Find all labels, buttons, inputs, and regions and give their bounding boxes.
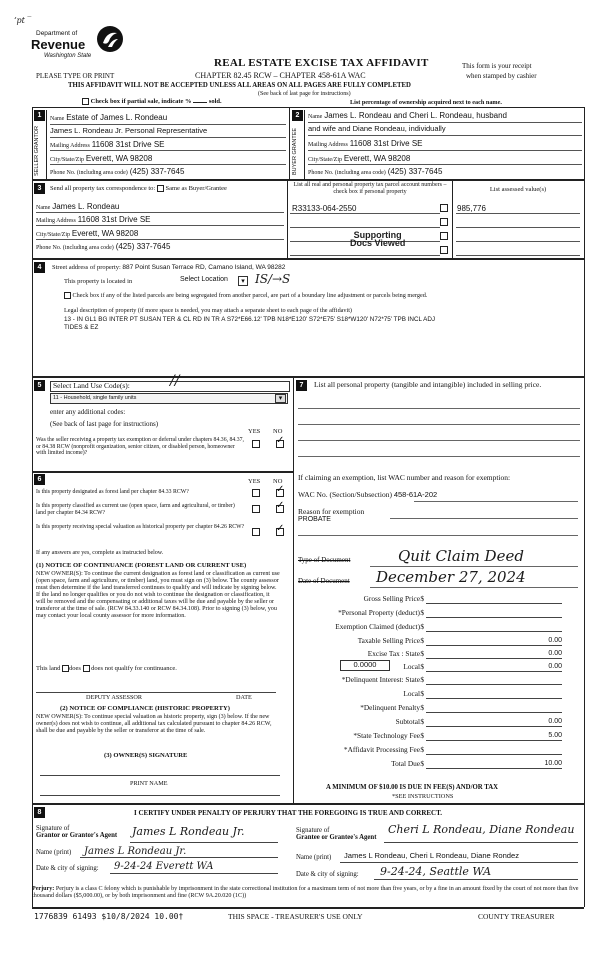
s5-no-header: NO (273, 428, 283, 435)
additional-codes: enter any additional codes: (50, 408, 126, 416)
buyer-phone-row (308, 167, 442, 177)
seller-mail-label: Mailing Address (50, 143, 90, 149)
land-use-chevron-icon[interactable]: ▾ (275, 394, 286, 403)
wac-row (298, 491, 437, 500)
s3-mail-label: Mailing Address (36, 218, 76, 224)
segregation-row (64, 292, 579, 299)
buyer-mail[interactable]: 11608 31st Drive SE (349, 139, 423, 148)
dept-line1: Department of (36, 30, 78, 37)
dollar-sign: $ (420, 675, 424, 684)
notice-compliance-title: (2) NOTICE OF COMPLIANCE (HISTORIC PROPERTY) (60, 705, 230, 712)
calc-value[interactable]: 0.00 (548, 637, 562, 644)
grantee-sig-label (296, 827, 376, 842)
corner-mark: ‘pt ‾ (14, 16, 32, 25)
s3-mail-row (36, 215, 151, 225)
see-instructions: *SEE INSTRUCTIONS (392, 793, 454, 800)
calc-label: Local (403, 689, 420, 698)
seller-city[interactable]: Everett, WA 98208 (85, 154, 153, 163)
calc-label: *State Technology Fee (353, 731, 420, 740)
seller-phone-row (50, 167, 184, 177)
grantor-sig-label1: Signature of (36, 825, 70, 832)
buyer-city-label: City/State/Zip (308, 157, 342, 163)
minimum-due-note: A MINIMUM OF $10.00 IS DUE IN FEE(S) AND/OR TAX (326, 784, 499, 791)
dept-logo-text: Revenue (31, 37, 86, 52)
does-checkbox[interactable] (62, 665, 69, 672)
grantee-sig-label1: Signature of (296, 827, 330, 834)
document-date[interactable]: December 27, 2024 (376, 568, 526, 586)
grantee-date-label: Date & city of signing: (296, 871, 359, 878)
land-use-handwritten: // (170, 373, 180, 389)
does-label: does (69, 665, 81, 672)
grantor-date-label: Date & city of signing: (36, 865, 99, 872)
dollar-sign: $ (420, 745, 424, 754)
calc-label: *Personal Property (deduct) (338, 608, 420, 617)
county-treasurer: COUNTY TREASURER (478, 912, 555, 921)
dollar-sign: $ (420, 731, 424, 740)
buyer-mail-row (308, 139, 423, 149)
seller-name[interactable]: Estate of James L. Rondeau (66, 113, 168, 122)
location-select-value: Select Location (180, 276, 228, 283)
send-label: Send all property tax correspondence to: (50, 185, 156, 192)
legal-description-2[interactable]: TIDES & EZ (64, 324, 99, 331)
q2-yes-checkbox[interactable] (252, 505, 260, 513)
buyer-side-label: BUYER GRANTEE (292, 127, 298, 175)
street-label: Street address of property: (52, 264, 121, 271)
buyer-phone-label: Phone No. (including area code) (308, 170, 386, 176)
s6-question-3: Is this property receiving special valuation as historical property per chapter 84.26 RCW? (36, 524, 245, 530)
buyer-name[interactable]: James L. Rondeau and Cheri L. Rondeau, husband (324, 111, 507, 120)
grantee-date-city[interactable]: 9-24-24, Seattle WA (380, 865, 492, 878)
s3-phone-label: Phone No. (including area code) (36, 245, 114, 251)
q3-yes-checkbox[interactable] (252, 528, 260, 536)
personal-property-checkbox-2[interactable] (440, 218, 448, 226)
s5-yes-header: YES (248, 428, 261, 435)
s5-yes-checkbox[interactable] (252, 440, 260, 448)
calc-label: Taxable Selling Price (357, 636, 420, 645)
dollar-sign: $ (420, 759, 424, 768)
stamp-line1: Supporting (353, 230, 402, 240)
q1-no-checkmark-icon: ✓ (276, 484, 285, 495)
calc-value[interactable]: 0.00 (548, 663, 562, 670)
see-back-instructions: (See back of last page for instructions) (50, 420, 159, 428)
notice-continuance-body: NEW OWNER(S): To continue the current designation as forest land or classification as current use (open space, farm and agriculture, or timber) land, you must sign on (3) below. The county assessor must then determine if the land transferred continues to qualify and will indicate by signing below. If the land no longer qualifies or you do not wish to continue the designation or classification, it will be removed and the compensating or additional taxes will be due and payable by the seller or transferor at the time of sale. (RCW 84.33.140 or RCW 84.34.108). Prior to signing (3) below, you may contact your local county assessor for more information. (36, 571, 280, 620)
seller-name-row (50, 113, 286, 123)
grantor-date-city[interactable]: 9-24-24 Everett WA (114, 861, 214, 872)
parcel-header: List all real and personal property tax parcel account numbers – check box if personal property (293, 182, 447, 195)
warning-line: THIS AFFIDAVIT WILL NOT BE ACCEPTED UNLESS ALL AREAS ON ALL PAGES ARE FULLY COMPLETED (68, 82, 411, 89)
s3-city-label: City/State/Zip (36, 232, 70, 238)
street-row (52, 264, 285, 271)
personal-property-checkbox-3[interactable] (440, 232, 448, 240)
buyer-city[interactable]: Everett, WA 98208 (343, 154, 411, 163)
legal-label: Legal description of property (if more space is needed, you may attach a separate sheet to each page of the affidavit) (64, 307, 352, 314)
owner-signature-label: (3) OWNER(S) SIGNATURE (104, 752, 188, 759)
perjury-note (32, 886, 584, 901)
if-any-yes: If any answers are yes, complete as instructed below. (36, 550, 164, 556)
deputy-date-label: DATE (236, 694, 252, 701)
location-handwritten: IS/→S (255, 272, 291, 286)
stamp-line2: Docs Viewed (350, 238, 406, 248)
exemption-claim-note: If claiming an exemption, list WAC number and reason for exemption: (298, 473, 511, 482)
grantee-name-label: Name (print) (296, 854, 332, 861)
grantor-name-label: Name (print) (36, 849, 72, 856)
land-use-label: Select Land Use Code(s): (53, 381, 130, 390)
dollar-sign: $ (420, 636, 424, 645)
buyer-name-label: Name (308, 114, 323, 120)
calc-label: Total Due (391, 759, 420, 768)
seller-name2[interactable]: James L. Rondeau Jr. Personal Representative (50, 126, 208, 135)
same-as-buyer-label: Same as Buyer/Grantee (165, 185, 227, 192)
supporting-docs-stamp (350, 231, 405, 247)
dollar-sign: $ (420, 622, 424, 631)
qualify-label: qualify for continuance. (114, 665, 177, 672)
calc-label: Excise Tax : State (367, 649, 420, 658)
land-continuance-row (36, 665, 177, 672)
receipt-number: 1776839 61493 $10/8/2024 10.00† (34, 912, 184, 921)
calc-label: *Affidavit Processing Fee (343, 745, 420, 754)
seller-name-label: Name (50, 116, 65, 122)
calc-label: *Delinquent Penalty (360, 703, 420, 712)
partial-sale-checkbox[interactable] (82, 98, 89, 105)
calc-value[interactable]: 0.00 (548, 718, 562, 725)
calc-label: Subtotal (395, 717, 420, 726)
dollar-sign: $ (420, 689, 424, 698)
form-title: REAL ESTATE EXCISE TAX AFFIDAVIT (214, 57, 429, 69)
s3-mail[interactable]: 11608 31st Drive SE (77, 215, 151, 224)
located-row (64, 278, 132, 285)
date-of-document-label: Date of Document (298, 577, 350, 585)
location-dropdown-chevron-icon[interactable]: ▾ (238, 276, 248, 286)
calc-label: *Delinquent Interest: State (341, 675, 420, 684)
seller-phone[interactable]: (425) 337-7645 (129, 167, 185, 176)
chapter-line: CHAPTER 82.45 RCW – CHAPTER 458-61A WAC (195, 71, 366, 80)
type-of-document-label: Type of Document (298, 556, 351, 564)
s6-no-header: NO (273, 478, 283, 485)
buyer-city-row (308, 154, 410, 164)
seller-city-row (50, 154, 152, 164)
s6-question-2: Is this property classified as current use (open space, farm and agricultural, or timber) land per chapter 84.34 RCW? (36, 503, 235, 516)
seller-mail[interactable]: 11608 31st Drive SE (91, 140, 165, 149)
partial-sale-row (82, 98, 222, 105)
s3-name-label: Name (36, 205, 51, 211)
dollar-sign: $ (420, 608, 424, 617)
same-as-buyer-checkbox[interactable] (157, 185, 164, 192)
revenue-logo-icon (96, 25, 124, 53)
land-label: This land (36, 665, 61, 672)
document-type[interactable]: Quit Claim Deed (398, 547, 524, 565)
treasurer-space: THIS SPACE - TREASURER'S USE ONLY (228, 912, 363, 921)
grantee-signature[interactable]: Cheri L Rondeau, Diane Rondeau (388, 823, 575, 836)
personal-property-checkbox-4[interactable] (440, 246, 448, 254)
grantee-print-name[interactable]: James L Rondeau, Cheri L Rondeau, Diane Rondez (344, 851, 520, 860)
partial-sale-label: Check box if partial sale, indicate % (90, 98, 192, 105)
dollar-sign: $ (420, 662, 424, 671)
deputy-assessor-label: DEPUTY ASSESSOR (86, 694, 142, 701)
buyer-mail-label: Mailing Address (308, 142, 348, 148)
section-6-number: 6 (34, 474, 45, 485)
section-4-number: 4 (34, 262, 45, 273)
street-address[interactable]: 887 Point Susan Terrace RD, Camano Island, WA 98282 (122, 264, 286, 271)
grantor-print-name[interactable]: James L Rondeau Jr. (84, 846, 187, 857)
print-note: PLEASE TYPE OR PRINT (36, 72, 115, 80)
receipt-note2: when stamped by cashier (466, 72, 537, 80)
send-correspondence-row (50, 185, 227, 192)
q3-no-checkmark-icon: ✓ (276, 523, 285, 534)
located-label: This property is located in (64, 278, 133, 285)
does-not-label: does not (91, 665, 114, 672)
dept-state: Washington State (44, 53, 92, 59)
s3-phone-row (36, 242, 170, 252)
percentage-note: List percentage of ownership acquired next to each name. (350, 99, 502, 106)
s5-no-checkmark-icon: ✓ (276, 435, 285, 446)
calc-label: Local (403, 662, 420, 671)
seller-side-label: SELLER GRANTOR (34, 125, 40, 177)
grantor-sig-label (36, 825, 117, 840)
segregation-label: Check box if any of the listed parcels are being segregated from another parcel, are part of a boundary line adjustment or parcels being merged. (72, 292, 428, 299)
s3-city-row (36, 229, 138, 239)
reason-label: Reason for exemption (298, 507, 365, 516)
notice-compliance-body: NEW OWNER(S): To continue special valuation as historic property, sign (3) below. If the new owner(s) does not wish to continue, all additional tax calculated pursuant to chapter 84.26 RCW, shall be due and payable by the seller or transferor at the time of sale. (36, 714, 272, 735)
does-not-checkbox[interactable] (83, 665, 90, 672)
legal-description-1[interactable]: 13 - IN GL1 BG INTER PT SUSAN TER & CL RD IN TR A S72*E66.12' TPB N18*E120' S72*E75' S18*W120' N72*75' TPB INCL ADJ (64, 316, 436, 323)
see-last-page: (See back of last page for instructions) (258, 91, 351, 97)
certify-line: I CERTIFY UNDER PENALTY OF PERJURY THAT THE FOREGOING IS TRUE AND CORRECT. (134, 809, 443, 817)
personal-property-note: List all personal property (tangible and intangible) included in selling price. (314, 380, 542, 389)
s3-name[interactable]: James L. Rondeau (52, 202, 120, 211)
perjury-label: Perjury: (32, 886, 55, 892)
parcel-number[interactable]: R33133-064-2550 (292, 204, 357, 213)
calc-value[interactable]: 10.00 (544, 760, 562, 767)
reason-value[interactable]: PROBATE (298, 516, 331, 523)
personal-property-checkbox-1[interactable] (440, 204, 448, 212)
receipt-note1: This form is your receipt (462, 62, 532, 70)
exemption-question: Was the seller receiving a property tax exemption or deferral under chapters 84.36, 84.37, or 84.38 RCW (nonprofit organization, senior citizen, or disabled person, homeowner with limited income)? (36, 437, 244, 457)
sold-label: sold. (208, 98, 222, 105)
dollar-sign: $ (420, 703, 424, 712)
seller-phone-label: Phone No. (including area code) (50, 170, 128, 176)
assessed-value[interactable]: 985,776 (457, 204, 486, 213)
calc-value[interactable]: 0.00 (548, 650, 562, 657)
section-2-number: 2 (292, 110, 303, 121)
calc-label: Gross Selling Price (363, 594, 420, 603)
partial-percent-field[interactable] (193, 102, 207, 103)
s6-question-1: Is this property designated as forest land per chapter 84.33 RCW? (36, 489, 189, 495)
s6-yes-header: YES (248, 478, 261, 485)
calc-value[interactable]: 5.00 (548, 732, 562, 739)
notice-continuance-title: (1) NOTICE OF CONTINUANCE (FOREST LAND OR CURRENT USE) (36, 562, 247, 569)
wac-number[interactable]: 458-61A-202 (393, 490, 438, 499)
local-rate-input[interactable]: 0.0000 (340, 660, 390, 671)
dollar-sign: $ (420, 717, 424, 726)
grantor-signature[interactable]: James L Rondeau Jr. (132, 825, 245, 838)
grantor-sig-label2: Grantor or Grantor's Agent (36, 832, 118, 840)
land-use-value: 11 - Household, single family units (53, 395, 137, 401)
land-use-select[interactable] (50, 393, 288, 404)
seller-mail-row (50, 140, 165, 150)
section-1-number: 1 (34, 110, 45, 121)
segregation-checkbox[interactable] (64, 292, 71, 299)
q2-no-checkmark-icon: ✓ (276, 500, 285, 511)
section-5-number: 5 (34, 380, 45, 391)
section-3-number: 3 (34, 183, 45, 194)
perjury-text: Perjury is a class C felony which is punishable by imprisonment in the state correctional institution for a maximum term of not more than five years, or by a fine in an amount fixed by the court of not more than five thousand dollars ($5,000.00), or by both imprisonment and fine (RCW 9A.20.020 (1C)) (32, 886, 579, 900)
calc-label: Exemption Claimed (deduct) (335, 622, 420, 631)
print-name-label: PRINT NAME (130, 780, 168, 787)
section-7-number: 7 (296, 380, 307, 391)
dollar-sign: $ (420, 649, 424, 658)
s3-phone[interactable]: (425) 337-7645 (115, 242, 171, 251)
s3-city[interactable]: Everett, WA 98208 (71, 229, 139, 238)
location-select[interactable] (180, 276, 260, 287)
grantee-sig-label2: Grantee or Grantee's Agent (296, 834, 377, 842)
buyer-name2[interactable]: and wife and Diane Rondeau, individually (308, 124, 446, 133)
q1-yes-checkbox[interactable] (252, 489, 260, 497)
seller-city-label: City/State/Zip (50, 157, 84, 163)
section-8-number: 8 (34, 807, 45, 818)
dollar-sign: $ (420, 594, 424, 603)
buyer-name-row (308, 111, 582, 121)
assessed-header: List assessed value(s) (489, 186, 547, 193)
buyer-phone[interactable]: (425) 337-7645 (387, 167, 443, 176)
s3-name-row (36, 202, 119, 212)
wac-label: WAC No. (Section/Subsection) (298, 490, 392, 499)
